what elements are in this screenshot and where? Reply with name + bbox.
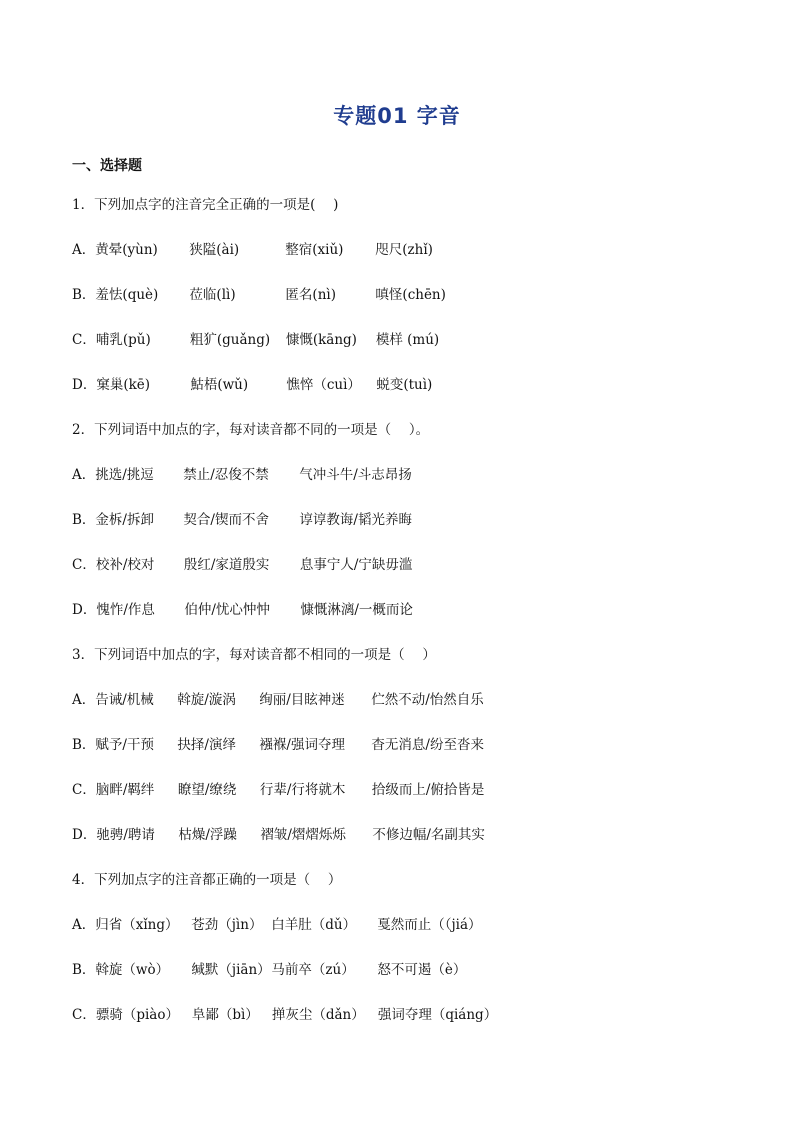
option-item: 骠骑（piào） — [95, 1007, 179, 1023]
option-row — [72, 505, 732, 550]
option-row — [72, 910, 732, 955]
option-letter: A． — [72, 917, 96, 933]
question-stem: 4．下列加点字的注音都正确的一项是（ ） — [72, 872, 342, 888]
option-item: 苍劲（jìn） — [191, 917, 263, 933]
option-item: 戛然而止（（jiá） — [377, 917, 482, 933]
option-row — [72, 550, 732, 595]
option-row — [72, 460, 732, 505]
option-item: 慷慨淋漓/一概而论 — [300, 602, 413, 618]
option-row — [72, 1000, 732, 1045]
option-item: 伯仲/忧心忡忡 — [184, 602, 270, 618]
option-letter: D． — [72, 377, 97, 393]
option-row — [72, 325, 732, 370]
option-item: 掸灰尘（dǎn） — [271, 1007, 365, 1023]
option-item: 整宿(xiǔ) — [285, 242, 344, 258]
option-item: 缄默（jiān） — [191, 962, 271, 978]
option-letter: C． — [72, 332, 96, 348]
option-item: 鮕梧(wǔ) — [190, 377, 249, 393]
option-row — [72, 370, 732, 415]
option-item: 粗犷(guǎng) — [189, 332, 271, 348]
option-item: 绚丽/目眩神迷 — [259, 692, 345, 708]
option-item: 殷红/家道殷实 — [183, 557, 270, 573]
option-item: 白羊肚（dǔ） — [271, 917, 357, 933]
option-letter: D． — [72, 602, 97, 618]
page-title: 专题01 字音 — [333, 104, 461, 128]
option-letter: A． — [72, 692, 96, 708]
option-item: 杳无消息/纷至沓来 — [371, 737, 484, 753]
section-heading: 一、选择题 — [72, 158, 142, 174]
option-item: 模样 (mú) — [375, 332, 440, 348]
option-item: 伫然不动/怡然自乐 — [371, 692, 484, 708]
option-letter: C． — [72, 557, 96, 573]
option-row — [72, 820, 732, 865]
option-item: 愧怍/作息 — [96, 602, 155, 618]
option-item: 拾级而上/俯拾皆是 — [371, 782, 485, 798]
option-item: 狭隘(ài) — [189, 242, 240, 258]
option-item: 黄晕(yùn) — [95, 242, 158, 258]
option-item: 告诫/机械 — [95, 692, 154, 708]
option-item: 不修边幅/名副其实 — [372, 827, 485, 843]
option-item: 归省（xǐng） — [95, 917, 179, 933]
option-item: 契合/锲而不舍 — [183, 512, 269, 528]
option-item: 憔悴（cuì） — [286, 377, 361, 393]
option-item: 襁褓/强词夺理 — [259, 737, 345, 753]
option-row — [72, 595, 732, 640]
option-item: 行辈/行将就木 — [259, 782, 346, 798]
option-item: 蜕变(tuì) — [376, 377, 433, 393]
option-row — [72, 685, 732, 730]
option-item: 阜鄙（bì） — [191, 1007, 259, 1023]
option-row — [72, 235, 732, 280]
option-item: 羞怯(què) — [95, 287, 159, 303]
option-row — [72, 775, 732, 820]
option-letter: B． — [72, 512, 96, 528]
option-letter: D． — [72, 827, 97, 843]
option-row — [72, 280, 732, 325]
question-stem: 3．下列词语中加点的字，每对读音都不相同的一项是（ ） — [72, 647, 436, 663]
option-item: 怒不可遏（è） — [377, 962, 467, 978]
option-letter: A． — [72, 467, 96, 483]
option-item: 马前卒（zú） — [271, 962, 355, 978]
option-item: 瞭望/缭绕 — [177, 782, 237, 798]
option-letter: C． — [72, 782, 96, 798]
option-row — [72, 955, 732, 1000]
option-item: 褶皱/熠熠烁烁 — [260, 827, 346, 843]
option-item: 哺乳(pǔ) — [95, 332, 151, 348]
option-letter: B． — [72, 287, 96, 303]
option-item: 嗔怪(chēn) — [375, 287, 446, 303]
option-item: 息事宁人/宁缺毋滥 — [299, 557, 413, 573]
option-item: 气冲斗牛/斗志昂扬 — [299, 467, 412, 483]
question-stem: 1．下列加点字的注音完全正确的一项是( ) — [72, 197, 339, 213]
option-item: 斡旋/漩涡 — [177, 692, 236, 708]
option-letter: C． — [72, 1007, 96, 1023]
option-item: 禁止/忍俊不禁 — [183, 467, 269, 483]
option-item: 枯燥/浮躁 — [178, 827, 237, 843]
option-item: 驰骋/聘请 — [96, 827, 155, 843]
option-item: 咫尺(zhǐ) — [375, 242, 433, 258]
option-item: 金柝/拆卸 — [95, 512, 154, 528]
option-item: 赋予/干预 — [95, 737, 154, 753]
question-stem: 2．下列词语中加点的字，每对读音都不同的一项是（ ）。 — [72, 422, 430, 438]
option-letter: B． — [72, 962, 96, 978]
option-item: 谆谆教诲/韬光养晦 — [299, 512, 412, 528]
option-row — [72, 730, 732, 775]
option-item: 脑畔/羁绊 — [95, 782, 155, 798]
option-letter: A． — [72, 242, 96, 258]
option-item: 慷慨(kāng) — [285, 332, 357, 348]
option-item: 抉择/演绎 — [177, 737, 236, 753]
option-item: 莅临(lì) — [189, 287, 236, 303]
question-list — [72, 190, 732, 1045]
option-item: 斡旋（wò） — [95, 962, 170, 978]
option-item: 匿名(nì) — [285, 287, 336, 303]
option-item: 校补/校对 — [95, 557, 155, 573]
option-item: 强词夺理（qiáng） — [377, 1007, 498, 1023]
option-item: 挑选/挑逗 — [95, 467, 154, 483]
option-item: 窠巢(kē) — [96, 377, 151, 393]
option-letter: B． — [72, 737, 96, 753]
